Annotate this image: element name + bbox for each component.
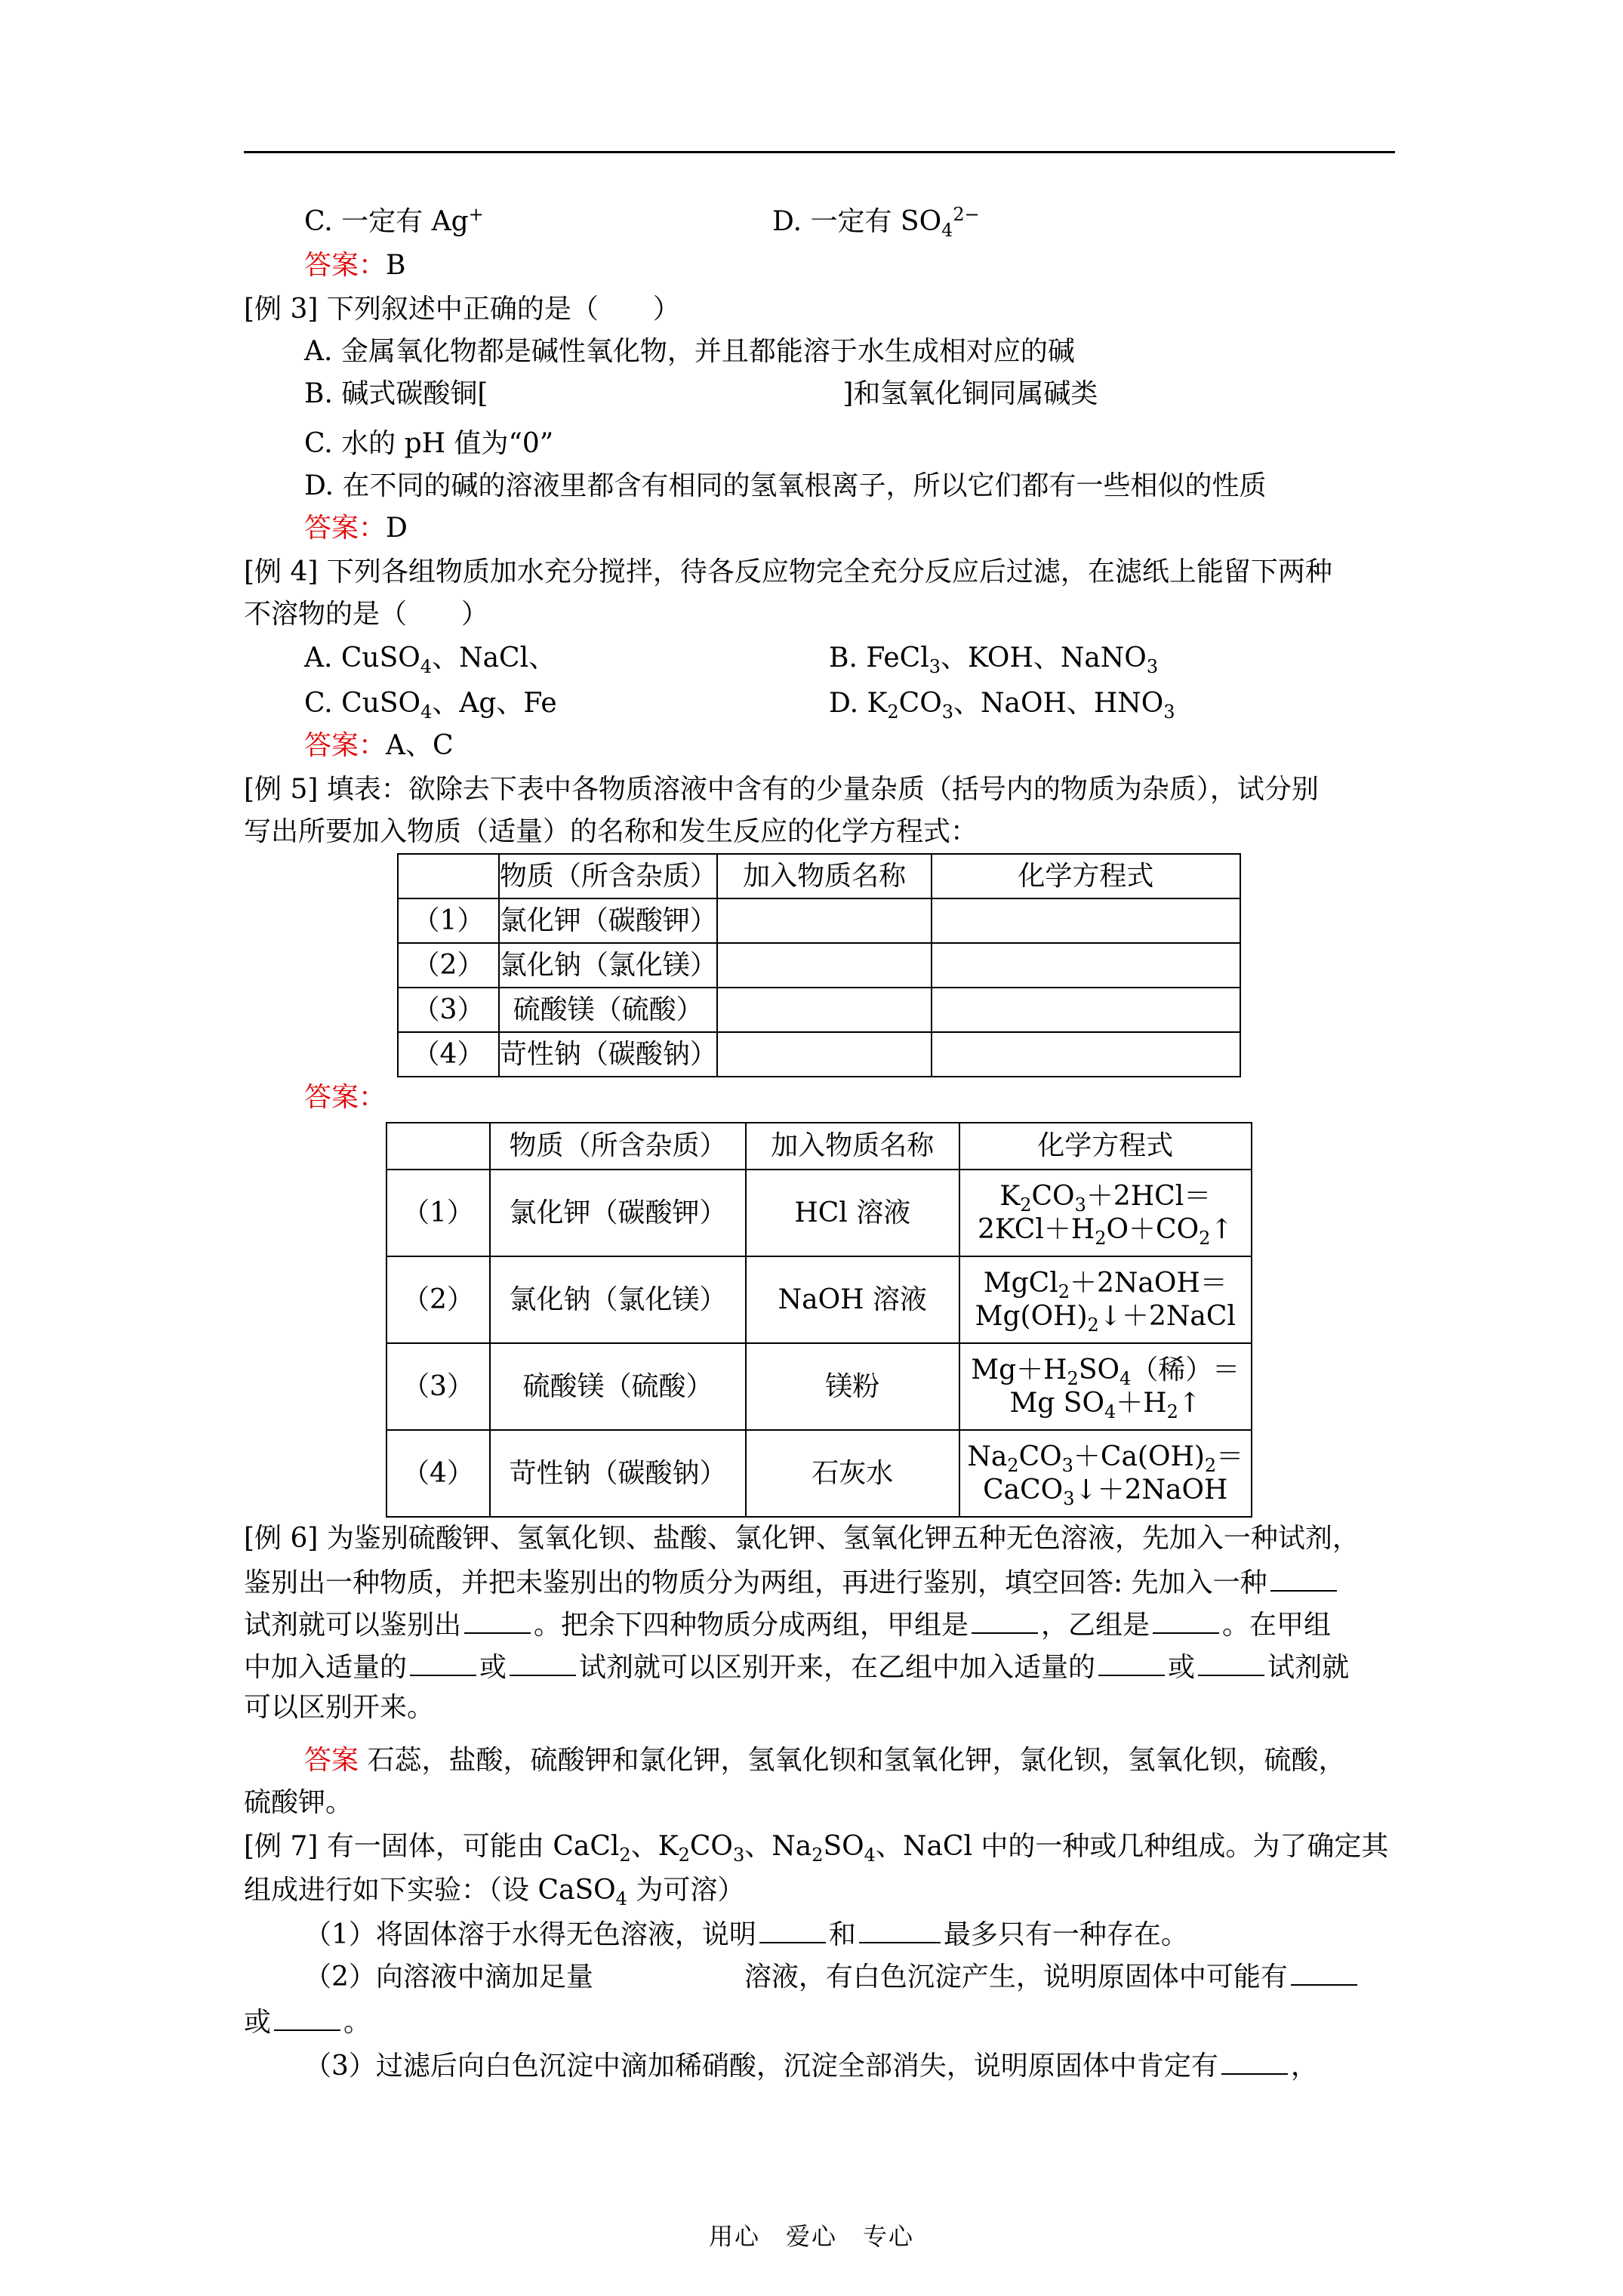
answer-blank	[972, 1607, 1038, 1634]
answer-blank	[1270, 1564, 1337, 1592]
table-cell: 石灰水	[746, 1430, 959, 1517]
answer-blank	[1291, 1959, 1357, 1986]
table-cell: （3）	[387, 1343, 490, 1430]
answer-blank	[1098, 1649, 1165, 1676]
answer-blank	[759, 1916, 826, 1943]
option-c: C. 一定有 Ag+	[304, 204, 484, 237]
table-cell: （4）	[398, 1032, 499, 1077]
example-6-line5: 可以区别开来。	[244, 1692, 435, 1723]
equation-cell: $Mg+H_2SO_4$（稀）＝ Mg $SO_4+H_2↑$	[959, 1343, 1252, 1430]
answer-5-label: 答案：	[304, 1082, 387, 1113]
table-cell: 镁粉	[746, 1343, 959, 1430]
example-4-question-line1: [例 4] 下列各组物质加水充分搅拌，待各反应物完全充分反应后过滤，在滤纸上能留下两种	[244, 556, 1332, 587]
table-row	[398, 943, 1240, 988]
equation-cell: MgCl$_2$＋2NaOH＝ $Mg(OH)_2↓+2NaCl$	[959, 1256, 1252, 1343]
example-4-option-c: C. CuSO$_4$、Ag、Fe	[304, 688, 557, 723]
table-cell: 苛性钠（碳酸钠）	[490, 1430, 746, 1517]
example-7-line1: [例 7] 有一固体，可能由 CaCl$_2$、$K_2CO_3$、$Na_2SO_4$、NaCl 中的一种或几种组成。为了确定其	[244, 1831, 1389, 1866]
answer-blank	[510, 1649, 576, 1676]
example-6-line1: [例 6] 为鉴别硫酸钾、氢氧化钡、盐酸、氯化钾、氢氧化钾五种无色溶液，先加入一种试剂，	[244, 1523, 1360, 1554]
table-cell: 硫酸镁（硫酸）	[490, 1343, 746, 1430]
table-row	[387, 1170, 1252, 1256]
example-3-option-b: B. 碱式碳酸铜[ ]和氢氧化铜同属碱类	[304, 378, 1098, 409]
table-header-cell: 加入物质名称	[746, 1123, 959, 1170]
table-cell: 硫酸镁（硫酸）	[499, 988, 718, 1032]
example-3-option-c: C. 水的 pH 值为“0”	[304, 428, 554, 459]
example-5-question-line1: [例 5] 填表：欲除去下表中各物质溶液中含有的少量杂质（括号内的物质为杂质），试分别	[244, 774, 1319, 805]
example-3-question: [例 3] 下列叙述中正确的是（ ）	[244, 294, 680, 325]
header-rule	[244, 151, 1395, 153]
table-cell: 氯化钾（碳酸钾）	[490, 1170, 746, 1256]
answer-6-line2: 硫酸钾。	[244, 1787, 353, 1818]
table-header-cell: 物质（所含杂质）	[499, 854, 718, 898]
example-7-step2: （2）向溶液中滴加足量 溶液，有白色沉淀产生，说明原固体中可能有	[304, 1959, 1360, 1994]
example-6-line4: 中加入适量的 或 试剂就可以区别开来，在乙组中加入适量的 或 试剂就	[244, 1649, 1349, 1684]
example-5-answer-table	[386, 1122, 1252, 1518]
example-7-line2: 组成进行如下实验：（设 CaSO$_4$ 为可溶）	[244, 1875, 745, 1910]
table-header-cell	[398, 854, 499, 898]
table-cell: （2）	[387, 1256, 490, 1343]
answer-blank	[1198, 1649, 1264, 1676]
table-header-row	[387, 1123, 1252, 1170]
table-header-cell: 化学方程式	[959, 1123, 1252, 1170]
table-cell: （1）	[387, 1170, 490, 1256]
example-7-step2-cont: 或 。	[244, 2004, 371, 2039]
answer-blank	[1153, 1607, 1219, 1634]
table-header-cell: 加入物质名称	[717, 854, 931, 898]
table-cell: （3）	[398, 988, 499, 1032]
table-row	[387, 1343, 1252, 1430]
example-7-step3: （3）过滤后向白色沉淀中滴加稀硝酸，沉淀全部消失，说明原固体中肯定有 ，	[304, 2048, 1318, 2083]
table-row	[398, 898, 1240, 943]
answer-blank	[410, 1649, 476, 1676]
example-4-option-d: D. $K_2CO_3$、NaOH、$HNO_3$	[829, 688, 1175, 723]
equation-cell: $Na_2CO_3+Ca(OH)_2=$ CaCO$_3$↓＋2NaOH	[959, 1430, 1252, 1517]
table-row	[398, 988, 1240, 1032]
answer-blank	[1221, 2048, 1288, 2075]
table-cell: （2）	[398, 943, 499, 988]
table-cell	[717, 988, 931, 1032]
example-6-line2: 鉴别出一种物质，并把未鉴别出的物质分为两组，再进行鉴别，填空回答: 先加入一种	[244, 1564, 1340, 1600]
table-cell: （4）	[387, 1430, 490, 1517]
table-cell	[932, 1032, 1240, 1077]
table-cell: HCl 溶液	[746, 1170, 959, 1256]
table-cell: NaOH 溶液	[746, 1256, 959, 1343]
table-header-cell: 物质（所含杂质）	[490, 1123, 746, 1170]
answer-blank	[274, 2004, 340, 2031]
table-cell: 氯化钠（氯化镁）	[499, 943, 718, 988]
table-cell: 氯化钾（碳酸钾）	[499, 898, 718, 943]
option-d: D. 一定有 $SO_4^{2-}$	[772, 204, 980, 242]
example-4-option-b: B. FeCl$_3$、KOH、NaNO$_3$	[829, 643, 1159, 678]
example-3-option-a: A. 金属氧化物都是碱性氧化物，并且都能溶于水生成相对应的碱	[304, 336, 1075, 367]
table-row	[398, 1032, 1240, 1077]
example-4-option-a: A. CuSO$_4$、NaCl、	[304, 643, 556, 678]
answer-3: 答案：D	[304, 513, 408, 544]
table-cell	[717, 898, 931, 943]
example-5-question-line2: 写出所要加入物质（适量）的名称和发生反应的化学方程式：	[244, 816, 978, 847]
answer-6-line1: 答案 石蕊，盐酸，硫酸钾和氯化钾，氢氧化钡和氢氧化钾，氯化钡，氢氧化钡，硫酸，	[304, 1745, 1346, 1776]
table-header-cell	[387, 1123, 490, 1170]
example-3-option-d: D. 在不同的碱的溶液里都含有相同的氢氧根离子，所以它们都有一些相似的性质	[304, 470, 1267, 501]
table-cell	[932, 988, 1240, 1032]
table-cell	[717, 1032, 931, 1077]
answer-2: 答案：B	[304, 250, 406, 281]
table-row	[387, 1256, 1252, 1343]
page-footer: 用心 爱心 专心	[708, 2222, 914, 2251]
answer-blank	[464, 1607, 531, 1634]
example-4-question-line2: 不溶物的是（ ）	[244, 599, 489, 630]
table-row	[387, 1430, 1252, 1517]
table-cell	[932, 898, 1240, 943]
table-cell: 氯化钠（氯化镁）	[490, 1256, 746, 1343]
table-cell	[717, 943, 931, 988]
answer-4: 答案：A、C	[304, 730, 454, 761]
example-6-line3: 试剂就可以鉴别出 。把余下四种物质分成两组，甲组是 ，乙组是 。在甲组	[244, 1607, 1331, 1642]
equation-cell: $K_2CO_3+2HCl=$ $2KCl+H_2O+CO_2↑$	[959, 1170, 1252, 1256]
example-7-step1: （1）将固体溶于水得无色溶液，说明 和 最多只有一种存在。	[304, 1916, 1188, 1952]
table-cell: 苛性钠（碳酸钠）	[499, 1032, 718, 1077]
example-5-blank-table	[397, 853, 1241, 1077]
table-header-row	[398, 854, 1240, 898]
answer-blank	[859, 1916, 941, 1943]
table-cell	[932, 943, 1240, 988]
table-cell: （1）	[398, 898, 499, 943]
table-header-cell: 化学方程式	[932, 854, 1240, 898]
